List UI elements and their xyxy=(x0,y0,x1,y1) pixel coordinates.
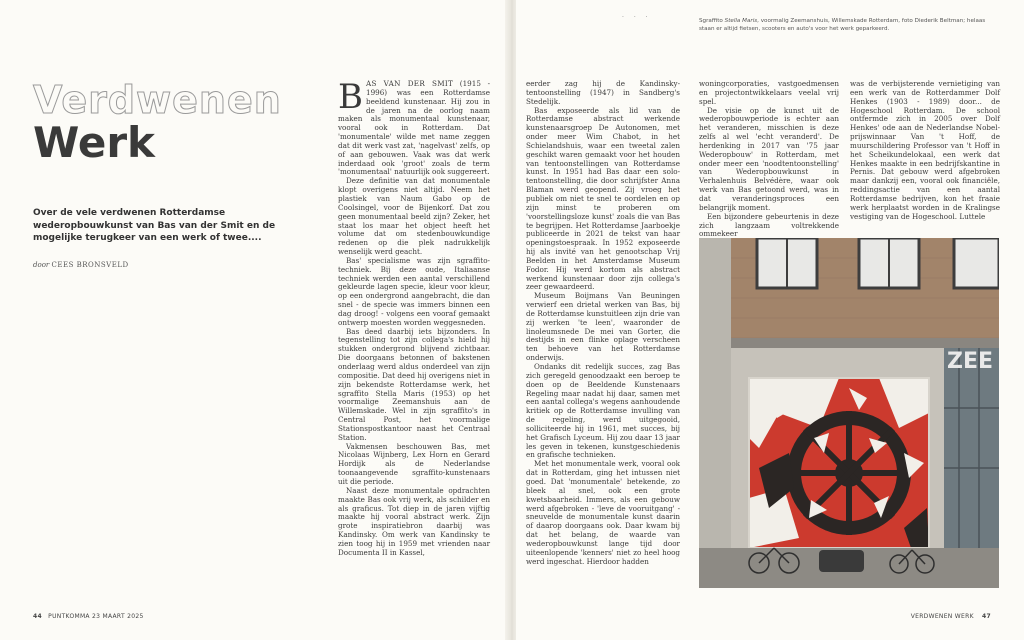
footer-text: VERDWENEN WERK xyxy=(910,613,974,620)
byline-prefix: door xyxy=(33,261,50,269)
paragraph: Bas exposeerde als lid van de Rotterdamse abstract werkende kunstenaarsgroep De Autonomen, met onder meer Wim Chabot, in het Schielandshuis, waar een tweetal zalen geschikt waren gemaakt voor het houden van tentoonstellingen van Rotterdamse kunst. In 1951 had Bas daar een solo-tentoonstelling, die door schrijfster Anna Blaman werd geopend. Zij vroeg het publiek om niet te snel te oordelen en op zijn minst te proberen om 'voorstellingsloze kunst' zoals die van Bas te begrijpen. Het Rotterdamse Jaarboekje publiceerde in 2021 de tekst van haar openingstoespraak. In 1952 exposeerde hij als invité van het genootschap Vrij Beelden in het Amsterdamse Museum Fodor. Hij werd kortom als abstract werkend kunstenaar door zijn collega's zeer gewaardeerd. xyxy=(526,105,680,292)
right-column-2 xyxy=(699,80,839,239)
photo-caption: Sgraffito Stella Maris, voormalig Zeemanshuis, Willemskade Rotterdam, foto Diederik Beltman; helaas staan er altijd fietsen, scooters en auto's voor het werk geparkeerd. xyxy=(699,18,986,32)
paragraph: BAS VAN DER SMIT (1915 - 1996) was een Rotterdamse beeldend kunstenaar. Hij zou in de jaren na de oorlog naam maken als monumentaal kunstenaar, vooral ook in Rotterdam. Dat 'monumentale' wilde met name zeggen dat dit werk vast zat, 'nagelvast' zelfs, op of aan gebouwen. Vaak was dat werk inderdaad ook 'groot' zoals de term 'monumentaal' natuurlijk ook suggereert. xyxy=(338,77,490,177)
left-column-text xyxy=(338,77,490,558)
paragraph: Bas' specialisme was zijn sgraffito-techniek. Bij deze oude, Italiaanse techniek werden een aantal verschillend gekleurde lagen specie, kleur voor kleur, op een ondergrond aangebracht, die dan snel - de specie was immers binnen een dag droog! - volgens een vooraf gemaakt ontwerp moesten worden weggesneden. xyxy=(338,255,490,327)
paragraph: Museum Boijmans Van Beuningen verwierf een drietal werken van Bas, bij de Rotterdamse kunstuitleen zijn drie van zij werken 'te leen', waaronder de linoleumsnede De mei van Gorter, die destijds in een flinke oplage verscheen ten behoeve van het Rotterdamse onderwijs. xyxy=(526,291,680,363)
right-page xyxy=(516,0,1024,640)
photo-stella-maris xyxy=(699,238,999,588)
paragraph: Ondanks dit redelijk succes, zag Bas zich geregeld genoodzaakt een beroep te doen op de Beeldende Kunstenaars Regeling maar nadat hij daar, samen met een aantal collega's wegens aanhoudende kritiek op de Rotterdamse invulling van de regeling, werd uitgegooid, solliciteerde hij in 1961, met succes, bij het Grafisch Lyceum. Hij zou daar 13 jaar les geven in tekenen, kunstgeschiedenis en grafische technieken. xyxy=(526,362,680,460)
page-number: 44 xyxy=(33,613,42,620)
right-column-3 xyxy=(850,80,1000,222)
paragraph: Naast deze monumentale opdrachten maakte Bas ook vrij werk, als schilder en als graficus. Tot diep in de jaren vijftig maakte hij vooral abstract werk. Zijn grote inspiratiebron daarbij was Kandinsky. Om werk van Kandinsky te zien toog hij in 1959 met vrienden naar Documenta II in Kassel, xyxy=(338,485,490,557)
title-solid: Werk xyxy=(33,118,155,167)
paragraph: De visie op de kunst uit de wederopbouwperiode is echter aan het veranderen, misschien is deze zelfs al wel 'echt veranderd'. De herdenking in 2017 van '75 jaar Wederopbouw' in Rotterdam, met onder meer een 'noodtentoonstelling' van Wederopbouwkunst in Verhalenhuis Belvédère, waar ook werk van Bas getoond werd, was in dat veranderingsproces een belangrijk moment. xyxy=(699,105,839,212)
paragraph: Met het monumentale werk, vooral ook dat in Rotterdam, ging het intussen niet goed. Dat 'monumentale' betekende, zo bleek al snel, ook een grote kwetsbaarheid. Immers, als een gebouw werd afgebroken - 'leve de vooruitgang' - sneuvelde de monumentale kunst daarin of daarop doorgaans ook. Daar kwam bij dat het belang, de waarde van wederopbouwkunst lange tijd door uiteenlopende 'kenners' niet zo heel hoog werd ingeschat. Hierdoor hadden xyxy=(526,459,680,566)
author-name: AS VAN DER SMIT xyxy=(366,79,454,88)
page-number: 47 xyxy=(982,613,991,620)
footer-text: PUNTKOMMA 23 MAART 2025 xyxy=(48,613,144,620)
decorative-dots: · · · xyxy=(622,14,652,21)
footer-right xyxy=(911,613,991,620)
paragraph: eerder zag hij de Kandinsky-tentoonstelling (1947) in Sandberg's Stedelijk. xyxy=(526,79,680,106)
lead-paragraph: Over de vele verdwenen Rotterdamse wederopbouwkunst van Bas van der Smit en de mogelijke terugkeer van een werk of twee.... xyxy=(33,208,276,243)
right-column-1 xyxy=(526,80,680,566)
byline-author: CEES BRONSVELD xyxy=(51,261,129,269)
paragraph: Bas deed daarbij iets bijzonders. In tegenstelling tot zijn collega's hield hij stukken ondergrond blijvend zichtbaar. Die doorgaans betonnen of bakstenen onderlaag werd aldus onderdeel van zijn compositie. Dat deed hij overigens niet in zijn bekendste Rotterdamse werk, het sgraffito Stella Maris (1953) op het voormalige Zeemanshuis aan de Willemskade. Wel in zijn sgraffito's in Central Post, het voormalige Stationspostkantoor naast het Centraal Station. xyxy=(338,326,490,442)
byline xyxy=(33,261,129,269)
sgraffito-mural xyxy=(749,378,929,548)
footer-left xyxy=(33,613,144,620)
paragraph: Vakmensen beschouwen Bas, met Nicolaas Wijnberg, Lex Horn en Gerard Hordijk als de Nederlandse toonaangevende sgraffito-kunstenaars uit die periode. xyxy=(338,441,490,486)
building-sign: ZEE xyxy=(947,349,994,374)
paragraph: woningcorporaties, vastgoedmensen en projectontwikkelaars veelal vrij spel. xyxy=(699,79,839,106)
paragraph: Deze definitie van dat monumentale klopt overigens niet altijd. Neem het plastiek van Naum Gabo op de Coolsingel, voor de Bijenkorf. Dat zou geen monumentaal beeld zijn? Zeker, het staat los maar het object heeft het volume dat om stedenbouwkundige redenen op die plek nadrukkelijk wenselijk werd geacht. xyxy=(338,176,490,257)
paragraph: was de verbijsterende vernietiging van een werk van de Rotterdammer Dolf Henkes (1903 - 1989) door... de Hogeschool Rotterdam. De school ontfermde zich in 2005 over Dolf Henkes' ode aan de Nederlandse Nobel-prijswinnaar Van 't Hoff, de muurschildering Professor van 't Hoff in het Scheikundelokaal, een werk dat Henkes maakte in een bedrijfskantine in Pernis. Dat gebouw werd afgebroken maar dankzij een, vooral ook financiële, reddingsactie van een aantal Rotterdamse bedrijven, kon het fraaie werk herplaatst worden in de Kralingse vestiging van de Hogeschool. Luttele xyxy=(850,79,1000,221)
dropcap: B xyxy=(338,77,363,117)
title-outline: Verdwenen xyxy=(33,78,282,122)
paragraph: Een bijzondere gebeurtenis in deze zich langzaam voltrekkende ommekeer xyxy=(699,211,839,239)
left-page xyxy=(0,0,508,640)
